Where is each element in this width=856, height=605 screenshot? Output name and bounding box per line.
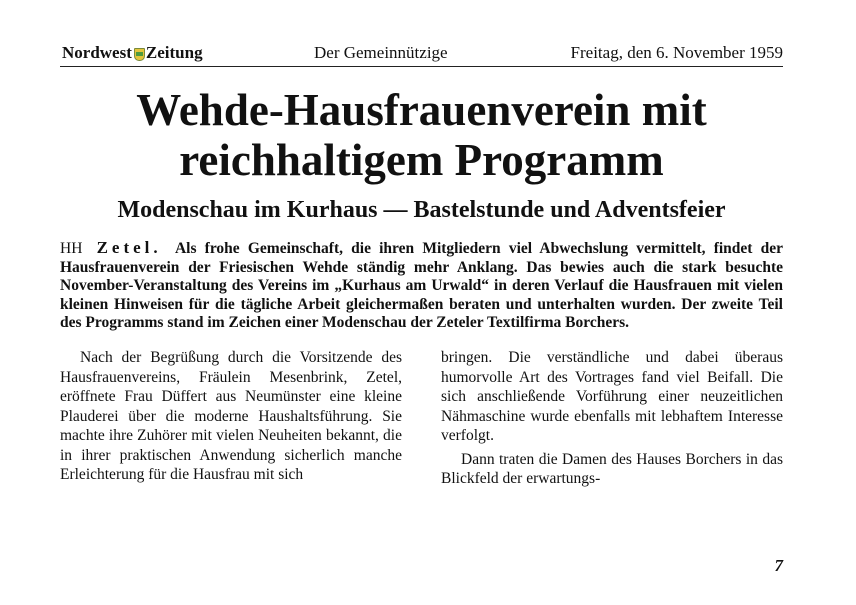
masthead (60, 40, 783, 67)
issue-date: Freitag, den 6. November 1959 (570, 43, 783, 62)
subheadline: Modenschau im Kurhaus — Bastelstunde und Adventsfeier (117, 197, 726, 223)
lead-text: Als frohe Gemeinschaft, die ihren Mitgliedern viel Abwechslung vermittelt, findet der Hausfrauenverein der Friesischen Wehde ständig mehr Anklang. Das bewies auch die stark besuchte November-Veranstaltung des Vereins im „Kurhaus am Urwald“ in deren Verlauf die Hausfrauen mit vielen kleinen Hinweisen für die tägliche Arbeit gleichermaßen beraten und unterhalten wurden. Der zweite Teil des Programms stand im Zeichen einer Modenschau der Zeteler Textilfirma Borchers. (60, 240, 784, 331)
body-paragraph: Nach der Begrüßung durch die Vorsitzende des Hausfrauenvereins, Fräulein Mesenbrink, Zetel, eröffnete Frau Düffert aus Neumünster eine kleine Plauderei über die moderne Haushaltsführung. Sie machte ihre Zuhörer mit vielen Neuheiten bekannt, die in ihrer praktischen Anwendung sicherlich manche Erleichterung für die Hausfrau mit sich (60, 349, 402, 483)
headline (60, 85, 783, 185)
headline-line-1: Wehde-Hausfrauenverein mit (136, 85, 707, 135)
headline-line-2: reichhaltigem Programm (179, 135, 664, 185)
body-columns (60, 348, 783, 489)
lead-paragraph (60, 239, 783, 333)
newspaper-page (60, 40, 783, 489)
newspaper-name-first: Nordwest (62, 43, 132, 62)
body-paragraph: Dann traten die Damen des Hauses Borchers in das Blickfeld der erwartungs- (441, 450, 783, 487)
author-initials: HH (60, 240, 83, 257)
page-number: 7 (774, 556, 783, 575)
section-title: Der Gemeinnützige (314, 43, 448, 62)
crest-icon (134, 48, 145, 61)
column-right (441, 348, 783, 489)
column-left (60, 348, 402, 489)
dateline-place: Zetel. (96, 238, 162, 257)
newspaper-name (62, 40, 203, 66)
newspaper-name-second: Zeitung (145, 43, 203, 62)
body-paragraph-continued: bringen. Die verständliche und dabei überaus humorvolle Art des Vortrages fand viel Beifall. Die sich anschließende Vorführung einer neuzeitlichen Nähmaschine wurde ebenfalls mit lebhaftem Interesse verfolgt. (441, 349, 783, 444)
